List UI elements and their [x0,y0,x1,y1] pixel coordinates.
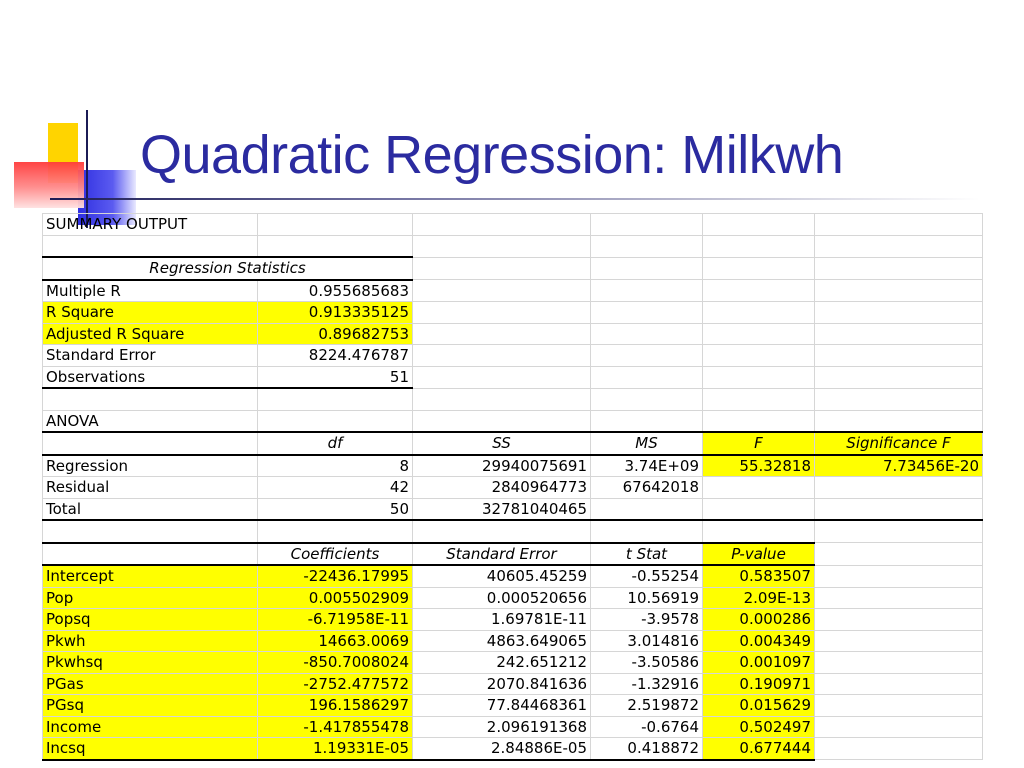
coef-p-value: 0.502497 [703,716,815,738]
coef-standard-error: 242.651212 [413,652,591,674]
coef-t-stat: 3.014816 [591,630,703,652]
coef-header-t-stat: t Stat [591,543,703,566]
coef-p-value: 0.004349 [703,630,815,652]
coef-p-value: 0.000286 [703,609,815,631]
anova-df: 8 [258,455,413,477]
coefficient-row [43,652,983,674]
stat-value: 0.89682753 [258,323,413,345]
anova-label-row [43,410,983,432]
coef-p-value: 0.001097 [703,652,815,674]
coef-label: Pkwh [43,630,258,652]
blank-row [43,520,983,543]
coef-p-value: 0.583507 [703,565,815,587]
coef-t-stat: 0.418872 [591,738,703,760]
anova-ms: 3.74E+09 [591,455,703,477]
anova-row [43,455,983,477]
stat-row [43,302,983,324]
regression-statistics-header-row [43,257,983,280]
coefficient-row [43,695,983,717]
coef-value: 0.005502909 [258,587,413,609]
anova-row-label: Total [43,498,258,520]
coef-t-stat: 2.519872 [591,695,703,717]
decorative-red-square [14,162,84,208]
coef-standard-error: 2.096191368 [413,716,591,738]
coefficients-header-row [43,543,983,566]
coef-value: -2752.477572 [258,673,413,695]
summary-output-table [42,213,983,761]
coef-standard-error: 1.69781E-11 [413,609,591,631]
anova-header-ms: MS [591,432,703,455]
anova-row [43,498,983,520]
coef-t-stat: -1.32916 [591,673,703,695]
coef-value: -850.7008024 [258,652,413,674]
coef-t-stat: -0.55254 [591,565,703,587]
coef-standard-error: 40605.45259 [413,565,591,587]
decorative-vertical-line [86,110,88,228]
anova-row-label: Regression [43,455,258,477]
anova-df: 50 [258,498,413,520]
summary-output-label: SUMMARY OUTPUT [43,214,258,236]
stat-value: 51 [258,366,413,388]
coefficient-row [43,630,983,652]
anova-header-ss: SS [413,432,591,455]
stat-row [43,366,983,388]
coef-value: -1.417855478 [258,716,413,738]
stat-label: R Square [43,302,258,324]
blank-row [43,388,983,410]
stat-value: 0.913335125 [258,302,413,324]
coefficient-row [43,587,983,609]
stat-label: Standard Error [43,345,258,367]
stat-label: Observations [43,366,258,388]
coef-label: Intercept [43,565,258,587]
coef-p-value: 0.015629 [703,695,815,717]
anova-row-label: Residual [43,477,258,499]
coef-standard-error: 0.000520656 [413,587,591,609]
title-underline [50,198,980,200]
coef-standard-error: 4863.649065 [413,630,591,652]
coef-label: Pkwhsq [43,652,258,674]
coef-label: Income [43,716,258,738]
coef-value: 196.1586297 [258,695,413,717]
coefficient-row [43,565,983,587]
anova-ss: 2840964773 [413,477,591,499]
coef-label: Popsq [43,609,258,631]
coefficient-row [43,673,983,695]
coef-p-value: 2.09E-13 [703,587,815,609]
anova-header-significance-f: Significance F [815,432,983,455]
coef-label: Incsq [43,738,258,760]
anova-ss: 29940075691 [413,455,591,477]
anova-significance-f: 7.73456E-20 [815,455,983,477]
coef-t-stat: -3.9578 [591,609,703,631]
coef-value: 14663.0069 [258,630,413,652]
coef-t-stat: 10.56919 [591,587,703,609]
coef-value: -22436.17995 [258,565,413,587]
anova-label: ANOVA [43,410,258,432]
regression-spreadsheet [42,213,982,758]
coef-value: -6.71958E-11 [258,609,413,631]
coef-t-stat: -3.50586 [591,652,703,674]
anova-ss: 32781040465 [413,498,591,520]
anova-header-df: df [258,432,413,455]
coef-label: Pop [43,587,258,609]
stat-label: Adjusted R Square [43,323,258,345]
summary-header-row [43,214,983,236]
anova-header-row [43,432,983,455]
blank-row [43,235,983,257]
stat-value: 8224.476787 [258,345,413,367]
stat-row [43,323,983,345]
stat-row [43,345,983,367]
coef-standard-error: 77.84468361 [413,695,591,717]
coefficient-row [43,609,983,631]
coef-header-coefficients: Coefficients [258,543,413,566]
anova-header-f: F [703,432,815,455]
coef-label: PGas [43,673,258,695]
anova-df: 42 [258,477,413,499]
regression-statistics-header: Regression Statistics [43,257,413,280]
stat-label: Multiple R [43,280,258,302]
stat-row [43,280,983,302]
coef-value: 1.19331E-05 [258,738,413,760]
coef-header-standard-error: Standard Error [413,543,591,566]
stat-value: 0.955685683 [258,280,413,302]
coef-standard-error: 2.84886E-05 [413,738,591,760]
coefficient-row [43,738,983,760]
coef-p-value: 0.677444 [703,738,815,760]
slide-title: Quadratic Regression: Milkwh [140,125,844,185]
coef-label: PGsq [43,695,258,717]
coef-standard-error: 2070.841636 [413,673,591,695]
anova-row [43,477,983,499]
anova-f: 55.32818 [703,455,815,477]
coef-t-stat: -0.6764 [591,716,703,738]
coef-p-value: 0.190971 [703,673,815,695]
coefficient-row [43,716,983,738]
coef-header-p-value: P-value [703,543,815,566]
anova-ms: 67642018 [591,477,703,499]
